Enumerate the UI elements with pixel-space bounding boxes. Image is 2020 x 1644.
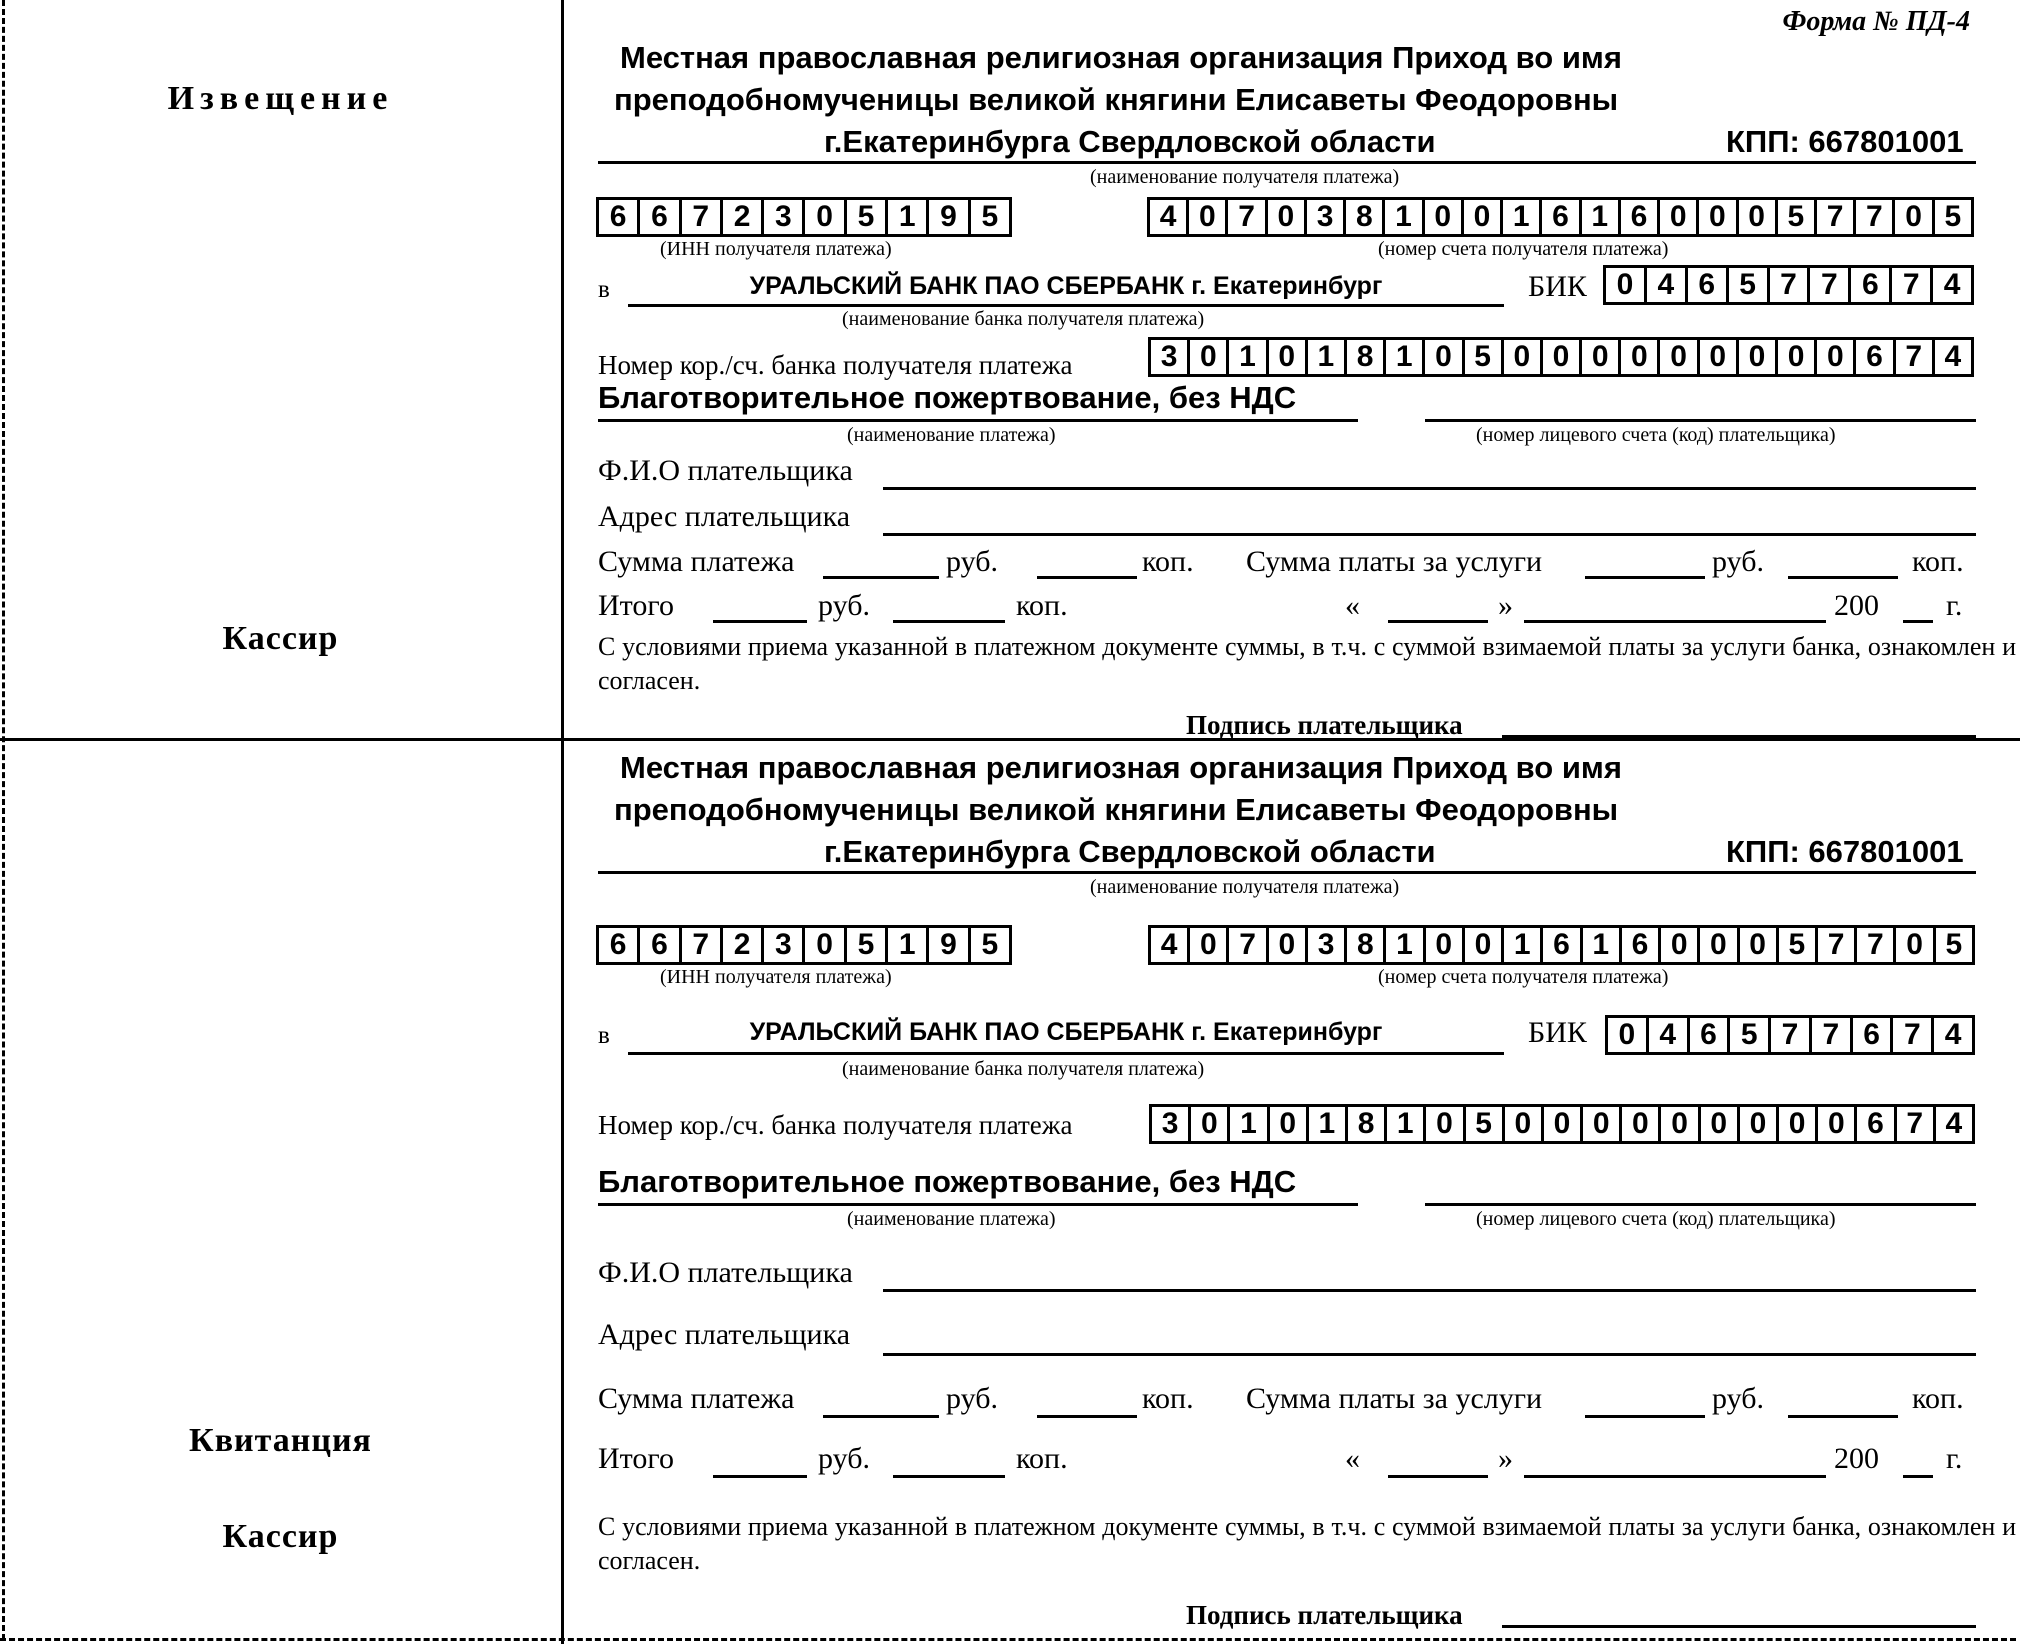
digit-box[interactable]: 7 <box>1892 268 1933 302</box>
service-fee-label: Сумма платы за услуги <box>1246 1382 1543 1415</box>
account-boxes[interactable] <box>1148 925 1975 965</box>
purpose-caption: (наименование платежа) <box>847 1208 1056 1230</box>
quote-open: « <box>1345 589 1360 622</box>
digit-box[interactable]: 6 <box>1856 340 1895 374</box>
digit-box[interactable]: 5 <box>1465 340 1504 374</box>
digit-box[interactable]: 1 <box>1385 200 1424 234</box>
digit-box[interactable]: 1 <box>1583 928 1622 962</box>
digit-box[interactable]: 0 <box>1269 928 1308 962</box>
recipient-line-3: г.Екатеринбурга Свердловской области <box>824 834 1436 869</box>
digit-box[interactable]: 7 <box>1812 1018 1853 1052</box>
digit-box[interactable]: 0 <box>1779 1107 1818 1141</box>
fee-kop-field[interactable] <box>1788 576 1898 579</box>
digit-box[interactable]: 5 <box>1945 928 1963 961</box>
digit-box[interactable]: 5 <box>1730 1018 1771 1052</box>
digit-box[interactable]: 5 <box>847 928 888 962</box>
inn-caption: (ИНН получателя платежа) <box>660 966 892 988</box>
digit-box[interactable]: 0 <box>1504 340 1543 374</box>
date-day-field[interactable] <box>1388 620 1488 623</box>
digit-box[interactable]: 0 <box>1269 340 1308 374</box>
recipient-line-3: г.Екатеринбурга Свердловской области <box>824 124 1436 159</box>
digit-box[interactable]: 0 <box>1896 928 1935 962</box>
digit-box[interactable]: 7 <box>1228 200 1267 234</box>
digit-box[interactable]: 7 <box>1856 200 1895 234</box>
fee-rub-unit: руб. <box>1712 1382 1764 1415</box>
digit-box[interactable]: 6 <box>1621 200 1660 234</box>
signature-field[interactable] <box>1502 735 1976 738</box>
digit-box[interactable]: 1 <box>1386 928 1425 962</box>
amount-label: Сумма платежа <box>598 545 795 578</box>
recipient-underline <box>598 871 1976 874</box>
total-rub-unit: руб. <box>818 1442 870 1475</box>
left-cashier: Кассир <box>222 620 339 657</box>
digit-box[interactable]: 0 <box>1660 340 1699 374</box>
date-month-field[interactable] <box>1524 1475 1826 1478</box>
payment-purpose: Благотворительное пожертвование, без НДС <box>598 1164 1297 1199</box>
digit-box[interactable]: 0 <box>1465 928 1504 962</box>
digit-box[interactable]: 7 <box>1229 928 1268 962</box>
total-kop-field[interactable] <box>893 620 1005 623</box>
payer-account-caption: (номер лицевого счета (код) плательщика) <box>1476 424 1836 446</box>
left-cashier: Кассир <box>222 1518 339 1555</box>
digit-box[interactable]: 0 <box>1778 340 1817 374</box>
signature-field[interactable] <box>1502 1625 1976 1628</box>
digit-box[interactable]: 0 <box>1661 928 1700 962</box>
bik-label: БИК <box>1528 1016 1587 1049</box>
digit-box[interactable]: 4 <box>1151 928 1190 962</box>
digit-box[interactable]: 0 <box>1740 928 1779 962</box>
kpp: КПП: 667801001 <box>1726 834 1964 869</box>
amount-kop-unit: коп. <box>1142 1382 1194 1415</box>
recipient-line-2: преподобномученицы великой княгини Елисаветы Феодоровны <box>614 82 1619 117</box>
inn-boxes[interactable] <box>596 197 1012 237</box>
quote-open: « <box>1345 1442 1360 1475</box>
digit-box[interactable]: 0 <box>1543 340 1582 374</box>
bank-prefix: в <box>598 1022 610 1049</box>
digit-box[interactable]: 6 <box>1543 928 1582 962</box>
digit-box[interactable]: 6 <box>1688 268 1729 302</box>
digit-box[interactable]: 6 <box>1857 1107 1896 1141</box>
bank-caption: (наименование банка получателя платежа) <box>842 308 1205 330</box>
digit-box[interactable]: 0 <box>1700 928 1739 962</box>
year-field[interactable] <box>1903 620 1933 623</box>
terms-text: С условиями приема указанной в платежном документе суммы, в т.ч. с суммой взимаемой платы за услуги банка, ознакомлен и согласен. <box>598 632 2016 695</box>
date-day-field[interactable] <box>1388 1475 1488 1478</box>
digit-box[interactable]: 0 <box>1582 340 1621 374</box>
digit-box[interactable]: 4 <box>1943 268 1961 301</box>
digit-box[interactable]: 5 <box>1779 928 1818 962</box>
digit-box[interactable]: 3 <box>1308 928 1347 962</box>
amount-rub-unit: руб. <box>946 1382 998 1415</box>
bank-underline <box>628 304 1504 307</box>
digit-box[interactable]: 1 <box>1309 1107 1348 1141</box>
digit-box[interactable]: 2 <box>723 200 764 234</box>
digit-box[interactable]: 6 <box>640 928 681 962</box>
digit-box[interactable]: 1 <box>1504 928 1543 962</box>
payer-name-label: Ф.И.О плательщика <box>598 454 853 487</box>
payment-purpose: Благотворительное пожертвование, без НДС <box>598 380 1297 415</box>
inn-boxes[interactable] <box>596 925 1012 965</box>
left-title: Извещение <box>167 80 394 117</box>
recipient-caption: (наименование получателя платежа) <box>1090 166 1400 188</box>
digit-box[interactable]: 0 <box>1425 200 1464 234</box>
fee-kop-unit: коп. <box>1912 1382 1964 1415</box>
digit-box[interactable]: 0 <box>1425 340 1464 374</box>
digit-box[interactable]: 0 <box>805 200 846 234</box>
bik-boxes[interactable] <box>1603 265 1974 305</box>
purpose-underline <box>598 1203 1358 1206</box>
digit-box[interactable]: 3 <box>764 200 805 234</box>
service-fee-label: Сумма платы за услуги <box>1246 545 1543 578</box>
digit-box[interactable]: 0 <box>1189 200 1228 234</box>
recipient-line-1: Местная православная религиозная организация Приход во имя <box>620 40 1622 75</box>
fee-rub-field[interactable] <box>1585 576 1705 579</box>
year-prefix: 200 <box>1834 1442 1879 1475</box>
digit-box[interactable]: 0 <box>1817 340 1856 374</box>
fee-kop-field[interactable] <box>1788 1415 1898 1418</box>
payer-account-field[interactable] <box>1425 419 1976 422</box>
quote-close: » <box>1498 1442 1513 1475</box>
payer-account-caption: (номер лицевого счета (код) плательщика) <box>1476 1208 1836 1230</box>
date-month-field[interactable] <box>1524 620 1826 623</box>
digit-box[interactable]: 5 <box>1778 200 1817 234</box>
digit-box[interactable]: 0 <box>1270 1107 1309 1141</box>
digit-box[interactable]: 7 <box>1818 928 1857 962</box>
digit-box[interactable]: 0 <box>1895 200 1934 234</box>
payer-name-field[interactable] <box>883 1289 1976 1292</box>
digit-box[interactable]: 4 <box>1945 1107 1963 1140</box>
digit-box[interactable]: 0 <box>1426 928 1465 962</box>
form-number: Форма № ПД-4 <box>1782 6 1970 37</box>
corr-label: Номер кор./сч. банка получателя платежа <box>598 1110 1073 1140</box>
digit-box[interactable]: 1 <box>1503 200 1542 234</box>
corr-label: Номер кор./сч. банка получателя платежа <box>598 350 1073 380</box>
digit-box[interactable]: 0 <box>1661 1107 1700 1141</box>
fee-rub-field[interactable] <box>1585 1415 1705 1418</box>
digit-box[interactable]: 7 <box>1896 340 1935 374</box>
digit-box[interactable]: 3 <box>1152 1107 1191 1141</box>
left-title: Квитанция <box>189 1422 372 1459</box>
digit-box[interactable]: 0 <box>1621 340 1660 374</box>
digit-box[interactable]: 7 <box>1897 1107 1936 1141</box>
digit-box[interactable]: 6 <box>640 200 681 234</box>
digit-box[interactable]: 0 <box>1622 1107 1661 1141</box>
digit-box[interactable]: 3 <box>1151 340 1190 374</box>
amount-rub-field[interactable] <box>823 576 939 579</box>
total-rub-field[interactable] <box>713 620 807 623</box>
bank-name: УРАЛЬСКИЙ БАНК ПАО СБЕРБАНК г. Екатеринбург <box>749 272 1383 300</box>
digit-box[interactable]: 0 <box>1660 200 1699 234</box>
digit-box[interactable]: 9 <box>929 928 970 962</box>
digit-box[interactable]: 0 <box>1818 1107 1857 1141</box>
digit-box[interactable]: 5 <box>981 928 999 961</box>
digit-box[interactable]: 0 <box>1464 200 1503 234</box>
total-label: Итого <box>598 1442 674 1475</box>
account-caption: (номер счета получателя платежа) <box>1378 238 1669 260</box>
cut-line-left <box>2 0 5 1640</box>
cut-line-bottom <box>0 1638 2016 1641</box>
digit-box[interactable]: 7 <box>1770 268 1811 302</box>
digit-box[interactable]: 6 <box>1851 268 1892 302</box>
digit-box[interactable]: 1 <box>1387 1107 1426 1141</box>
payer-name-field[interactable] <box>883 487 1976 490</box>
year-prefix: 200 <box>1834 589 1879 622</box>
amount-rub-field[interactable] <box>823 1415 939 1418</box>
digit-box[interactable]: 5 <box>1466 1107 1505 1141</box>
digit-box[interactable]: 7 <box>1771 1018 1812 1052</box>
digit-box[interactable]: 0 <box>1190 340 1229 374</box>
amount-kop-field[interactable] <box>1037 1415 1137 1418</box>
digit-box[interactable]: 5 <box>847 200 888 234</box>
amount-kop-field[interactable] <box>1037 576 1137 579</box>
digit-box[interactable]: 6 <box>599 928 640 962</box>
digit-box[interactable]: 0 <box>1739 340 1778 374</box>
digit-box[interactable]: 0 <box>1583 1107 1622 1141</box>
digit-box[interactable]: 7 <box>1857 928 1896 962</box>
digit-box[interactable]: 6 <box>1853 1018 1894 1052</box>
digit-box[interactable]: 0 <box>1701 1107 1740 1141</box>
digit-box[interactable]: 4 <box>1944 340 1962 373</box>
purpose-caption: (наименование платежа) <box>847 424 1056 446</box>
digit-box[interactable]: 7 <box>1810 268 1851 302</box>
digit-box[interactable]: 1 <box>1229 340 1268 374</box>
fee-rub-unit: руб. <box>1712 545 1764 578</box>
digit-box[interactable]: 7 <box>682 928 723 962</box>
digit-box[interactable]: 0 <box>1426 1107 1465 1141</box>
digit-box[interactable]: 8 <box>1347 928 1386 962</box>
digit-box[interactable]: 0 <box>1608 1018 1649 1052</box>
digit-box[interactable]: 8 <box>1347 340 1386 374</box>
digit-box[interactable]: 4 <box>1647 268 1688 302</box>
recipient-line-1: Местная православная религиозная организация Приход во имя <box>620 750 1622 785</box>
bank-underline <box>628 1052 1504 1055</box>
digit-box[interactable]: 7 <box>1893 1018 1934 1052</box>
digit-box[interactable]: 0 <box>1191 1107 1230 1141</box>
digit-box[interactable]: 8 <box>1348 1107 1387 1141</box>
payer-address-label: Адрес плательщика <box>598 1318 851 1351</box>
digit-box[interactable]: 3 <box>1307 200 1346 234</box>
digit-box[interactable]: 5 <box>1944 200 1962 233</box>
amount-kop-unit: коп. <box>1142 545 1194 578</box>
recipient-line-2: преподобномученицы великой княгини Елисаветы Феодоровны <box>614 792 1619 827</box>
section-divider <box>0 738 2020 741</box>
payer-account-field[interactable] <box>1425 1203 1976 1206</box>
payer-address-field[interactable] <box>883 533 1976 536</box>
digit-box[interactable]: 6 <box>1690 1018 1731 1052</box>
amount-rub-unit: руб. <box>946 545 998 578</box>
terms-text: С условиями приема указанной в платежном документе суммы, в т.ч. с суммой взимаемой платы за услуги банка, ознакомлен и согласен. <box>598 1512 2016 1575</box>
digit-box[interactable]: 0 <box>1606 268 1647 302</box>
year-suffix: г. <box>1946 589 1963 622</box>
year-field[interactable] <box>1903 1475 1933 1478</box>
digit-box[interactable]: 2 <box>723 928 764 962</box>
inn-caption: (ИНН получателя платежа) <box>660 238 892 260</box>
total-rub-unit: руб. <box>818 589 870 622</box>
digit-box[interactable]: 6 <box>1542 200 1581 234</box>
digit-box[interactable]: 7 <box>1817 200 1856 234</box>
quote-close: » <box>1498 589 1513 622</box>
digit-box[interactable]: 8 <box>1346 200 1385 234</box>
purpose-underline <box>598 419 1358 422</box>
bank-caption: (наименование банка получателя платежа) <box>842 1058 1205 1080</box>
total-kop-unit: коп. <box>1016 1442 1068 1475</box>
signature-label: Подпись плательщика <box>1186 710 1463 740</box>
total-rub-field[interactable] <box>713 1475 807 1478</box>
digit-box[interactable]: 1 <box>1386 340 1425 374</box>
digit-box[interactable]: 9 <box>929 200 970 234</box>
fee-kop-unit: коп. <box>1912 545 1964 578</box>
account-caption: (номер счета получателя платежа) <box>1378 966 1669 988</box>
digit-box[interactable]: 1 <box>888 928 929 962</box>
bank-name: УРАЛЬСКИЙ БАНК ПАО СБЕРБАНК г. Екатеринбург <box>749 1018 1383 1046</box>
digit-box[interactable]: 0 <box>1544 1107 1583 1141</box>
total-kop-field[interactable] <box>893 1475 1005 1478</box>
digit-box[interactable]: 0 <box>1699 200 1738 234</box>
payer-address-label: Адрес плательщика <box>598 500 851 533</box>
recipient-caption: (наименование получателя платежа) <box>1090 876 1400 898</box>
digit-box[interactable]: 1 <box>888 200 929 234</box>
digit-box[interactable]: 3 <box>764 928 805 962</box>
bik-label: БИК <box>1528 270 1587 303</box>
signature-label: Подпись плательщика <box>1186 1600 1463 1630</box>
total-kop-unit: коп. <box>1016 589 1068 622</box>
digit-box[interactable]: 1 <box>1230 1107 1269 1141</box>
recipient-underline <box>598 161 1976 164</box>
digit-box[interactable]: 0 <box>1268 200 1307 234</box>
corr-account-boxes[interactable] <box>1149 1104 1975 1144</box>
payer-address-field[interactable] <box>883 1353 1976 1356</box>
column-divider <box>561 0 564 1644</box>
digit-box[interactable]: 6 <box>599 200 640 234</box>
account-boxes[interactable] <box>1147 197 1974 237</box>
digit-box[interactable]: 0 <box>1740 1107 1779 1141</box>
digit-box[interactable]: 0 <box>805 928 846 962</box>
digit-box[interactable]: 1 <box>1308 340 1347 374</box>
digit-box[interactable]: 4 <box>1649 1018 1690 1052</box>
digit-box[interactable]: 7 <box>682 200 723 234</box>
total-label: Итого <box>598 589 674 622</box>
digit-box[interactable]: 1 <box>1582 200 1621 234</box>
digit-box[interactable]: 4 <box>1150 200 1189 234</box>
digit-box[interactable]: 0 <box>1700 340 1739 374</box>
digit-box[interactable]: 5 <box>1729 268 1770 302</box>
digit-box[interactable]: 4 <box>1944 1018 1962 1051</box>
digit-box[interactable]: 0 <box>1739 200 1778 234</box>
digit-box[interactable]: 0 <box>1505 1107 1544 1141</box>
digit-box[interactable]: 6 <box>1622 928 1661 962</box>
payer-name-label: Ф.И.О плательщика <box>598 1256 853 1289</box>
bik-boxes[interactable] <box>1605 1015 1975 1055</box>
digit-box[interactable]: 5 <box>981 200 999 233</box>
bank-prefix: в <box>598 276 610 303</box>
corr-account-boxes[interactable] <box>1148 337 1974 377</box>
amount-label: Сумма платежа <box>598 1382 795 1415</box>
year-suffix: г. <box>1946 1442 1963 1475</box>
kpp: КПП: 667801001 <box>1726 124 1964 159</box>
digit-box[interactable]: 0 <box>1190 928 1229 962</box>
